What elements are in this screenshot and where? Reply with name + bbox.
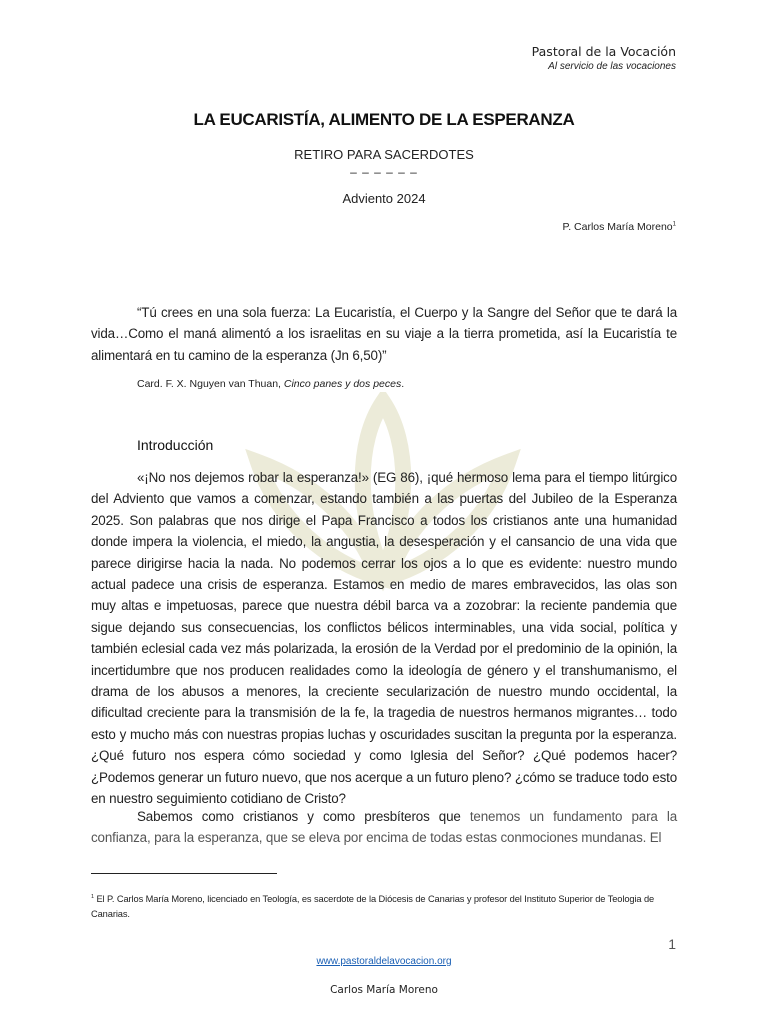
footer-author: Carlos María Moreno <box>330 984 438 996</box>
document-title: LA EUCARISTÍA, ALIMENTO DE LA ESPERANZA <box>193 110 575 129</box>
citation-author: Card. F. X. Nguyen van Thuan, <box>137 378 284 390</box>
paragraph2-start: Sabemos como cristianos y como presbíteros que <box>137 809 470 824</box>
epigraph-quote: “Tú crees en una sola fuerza: La Eucaristía, el Cuerpo y la Sangre del Señor que te dará la vida…Como el maná alimentó a los israelitas en su viaje a la tierra prometida, así la Eucaristía te alimentará en tu camino de la esperanza (Jn 6,50)” <box>91 305 677 363</box>
document-author <box>563 221 676 233</box>
paragraph-introduction: «¡No nos dejemos robar la esperanza!» (EG 86), ¡qué hermoso lema para el tiempo litúrgico del Adviento que vamos a comenzar, estando también a las puertas del Jubileo de la Esperanza 2025. Son palabras que nos dirige el Papa Francisco a todos los cristianos ante una humanidad donde impera la violencia, el miedo, la angustia, la desesperación y el cansancio de una vida que parece dirigirse hacia la nada. No podemos cerrar los ojos a lo que es evidente: nuestro mundo actual padece una crisis de esperanza. Estamos en medio de mares embravecidos, las olas son muy altas e impetuosas, parece que nuestra débil barca va a zozobrar: la reciente pandemia que sigue dejando sus consecuencias, los conflictos bélicos interminables, una vida social, política y también eclesial cada vez más polarizada, la erosión de la Verdad por el predominio de la opinión, la incertidumbre que nos producen realidades como la ideología de género y el transhumanismo, el drama de los abusos a menores, la creciente secularización de nuestro mundo occidental, la dificultad creciente para la transmisión de la fe, la tragedia de nuestros hermanos migrantes… todo esto y mucho más con nuestras propias luchas y oscuridades suscitan la pregunta por la esperanza. ¿Qué futuro nos espera cómo sociedad y como Iglesia del Señor? ¿Qué podemos hacer? ¿Podemos generar un futuro nuevo, que nos acerque a un futuro pleno? ¿cómo se traduce todo esto en nuestro seguimiento cotidiano de Cristo? <box>91 470 677 807</box>
organization-tagline: Al servicio de las vocaciones <box>548 61 676 72</box>
paragraph-continuation <box>91 806 677 849</box>
footnote-mark: 1 <box>91 894 94 900</box>
paragraph2-rest: tenemos un fundamento para la confianza, para la esperanza, que se eleva por encima de todas estas conmociones mundanas. El <box>91 809 678 846</box>
footnote <box>91 890 677 922</box>
page-header <box>532 44 676 74</box>
citation-end: . <box>401 378 405 390</box>
section-heading: Introducción <box>137 437 214 453</box>
footnote-text: El P. Carlos María Moreno, licenciado en Teología, es sacerdote de la Diócesis de Canarias y profesor del Instituto Superior de Teologia de Canarias. <box>91 894 655 920</box>
document-season: Adviento 2024 <box>342 191 426 206</box>
organization-name: Pastoral de la Vocación <box>531 44 676 59</box>
citation-work: Cinco panes y dos peces <box>283 378 402 390</box>
page-number: 1 <box>668 936 676 952</box>
footnote-reference[interactable]: 1 <box>672 221 676 228</box>
author-name: P. Carlos María Moreno <box>562 221 673 233</box>
document-subtitle: RETIRO PARA SACERDOTES <box>294 147 474 162</box>
footnote-divider <box>91 873 277 874</box>
epigraph-citation <box>137 378 404 390</box>
separator: – – – – – – <box>350 165 418 179</box>
website-link[interactable]: www.pastoraldelavocacion.org <box>316 956 452 967</box>
